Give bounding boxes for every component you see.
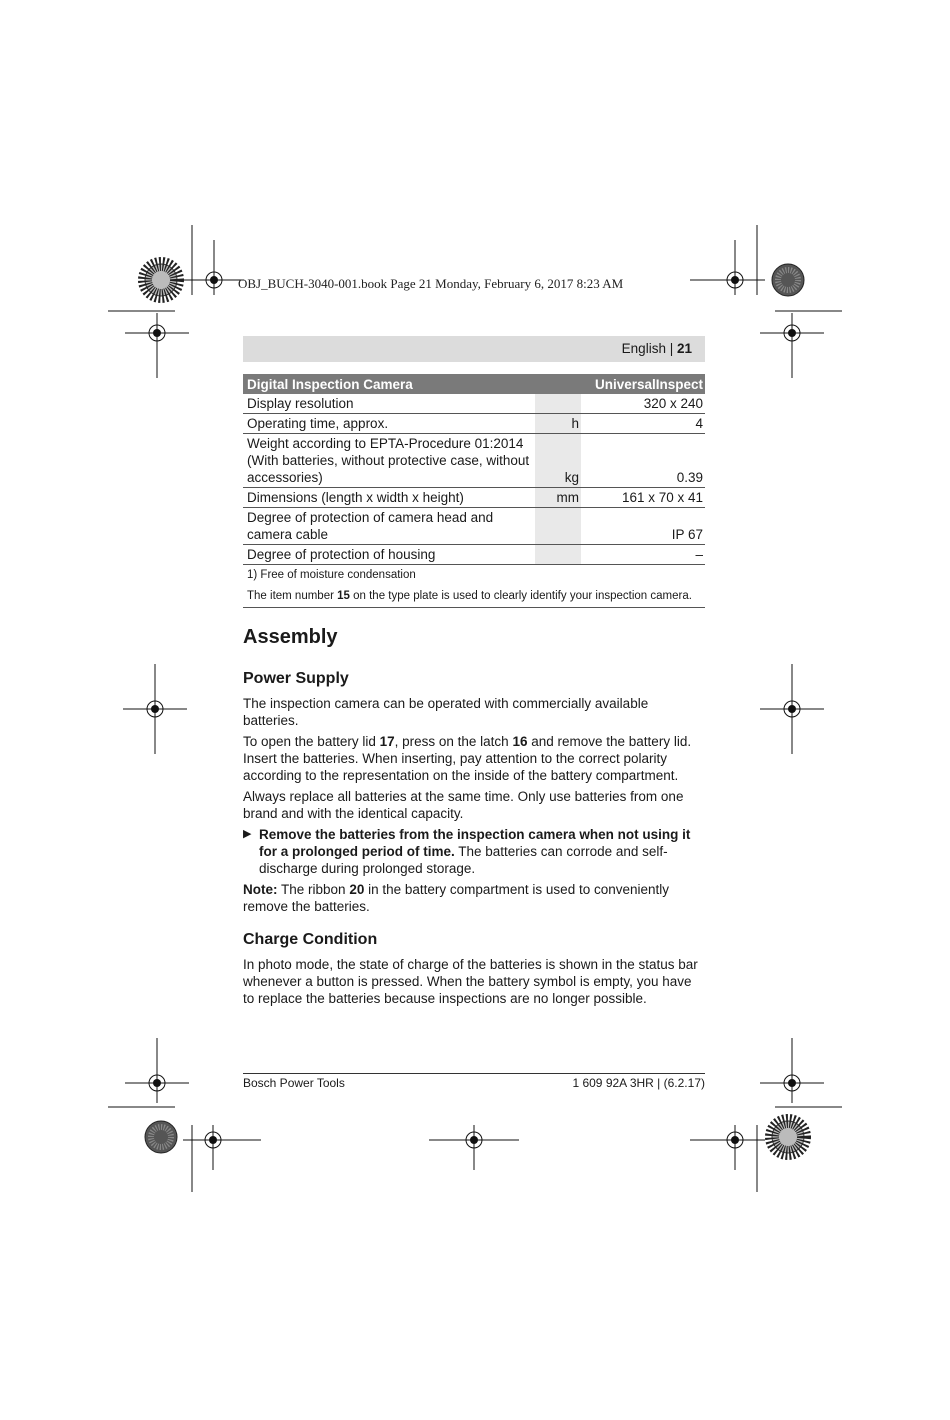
row-value: 0.39 <box>581 434 705 488</box>
table-row <box>243 488 705 508</box>
row-value: 320 x 240 <box>581 394 705 414</box>
row-value: IP 67 <box>581 508 705 545</box>
footer-divider <box>243 1073 705 1074</box>
table-row <box>243 414 705 434</box>
table-row <box>243 394 705 414</box>
footer-publisher: Bosch Power Tools <box>243 1076 345 1090</box>
row-label: Degree of protection of housing <box>243 545 535 565</box>
row-unit <box>535 394 581 414</box>
row-value: 4 <box>581 414 705 434</box>
row-label: Operating time, approx. <box>243 414 535 434</box>
paragraph: Always replace all batteries at the same time. Only use batteries from one brand and with the identical capacity. <box>243 789 684 821</box>
slug-line: OBJ_BUCH-3040-001.book Page 21 Monday, February 6, 2017 8:23 AM <box>238 276 624 291</box>
section-heading: Assembly <box>243 626 338 648</box>
subsection-heading-power-supply: Power Supply <box>243 670 349 687</box>
note-paragraph: Note: The ribbon 20 in the battery compartment is used to conveniently remove the batteries. <box>243 882 670 914</box>
row-label: Display resolution <box>243 394 535 414</box>
item-number-note: The item number 15 on the type plate is used to clearly identify your inspection camera. <box>243 585 705 608</box>
assembly-section <box>243 622 705 1011</box>
table-title: Digital Inspection Camera <box>243 374 581 394</box>
paragraph: In photo mode, the state of charge of the batteries is shown in the status bar whenever a button is pressed. When the battery symbol is empty, you have to replace the batteries because inspections are no longer possible. <box>243 957 698 1006</box>
row-unit: kg <box>535 434 581 488</box>
paragraph: To open the battery lid 17, press on the latch 16 and remove the battery lid. Insert the batteries. When inserting, pay attention to the correct polarity according to the representation on the inside of the battery compartment. <box>243 734 692 783</box>
row-unit <box>535 508 581 545</box>
triangle-bullet-icon: ▶ <box>243 828 252 840</box>
table-row <box>243 545 705 565</box>
table-footnote: 1) Free of moisture condensation <box>247 569 416 581</box>
table-row <box>243 434 705 488</box>
spec-table <box>243 374 705 608</box>
subsection-heading-charge-condition: Charge Condition <box>243 931 378 948</box>
row-label: Dimensions (length x width x height) <box>243 488 535 508</box>
row-unit: h <box>535 414 581 434</box>
header-separator: | <box>665 341 677 356</box>
row-label: Degree of protection of camera head and camera cable <box>243 508 535 545</box>
footer-doc-number: 1 609 92A 3HR | (6.2.17) <box>572 1076 705 1090</box>
row-value: – <box>581 545 705 565</box>
table-row <box>243 508 705 545</box>
row-value: 161 x 70 x 41 <box>581 488 705 508</box>
table-product: UniversalInspect <box>581 374 705 394</box>
row-label: Weight according to EPTA-Procedure 01:2014 (With batteries, without protective case, without accessories) <box>243 434 535 488</box>
item-number: 15 <box>337 590 350 602</box>
paragraph: The inspection camera can be operated with commercially available batteries. <box>243 696 649 728</box>
row-unit <box>535 545 581 565</box>
page-header <box>243 336 705 362</box>
page-number: 21 <box>676 341 692 356</box>
warning-bullet: ▶ Remove the batteries from the inspection camera when not using it for a prolonged period of time. The batteries can corrode and self-discharge during prolonged storage. <box>243 827 691 876</box>
table-header-row <box>243 374 705 394</box>
row-unit: mm <box>535 488 581 508</box>
header-language: English <box>621 341 666 356</box>
